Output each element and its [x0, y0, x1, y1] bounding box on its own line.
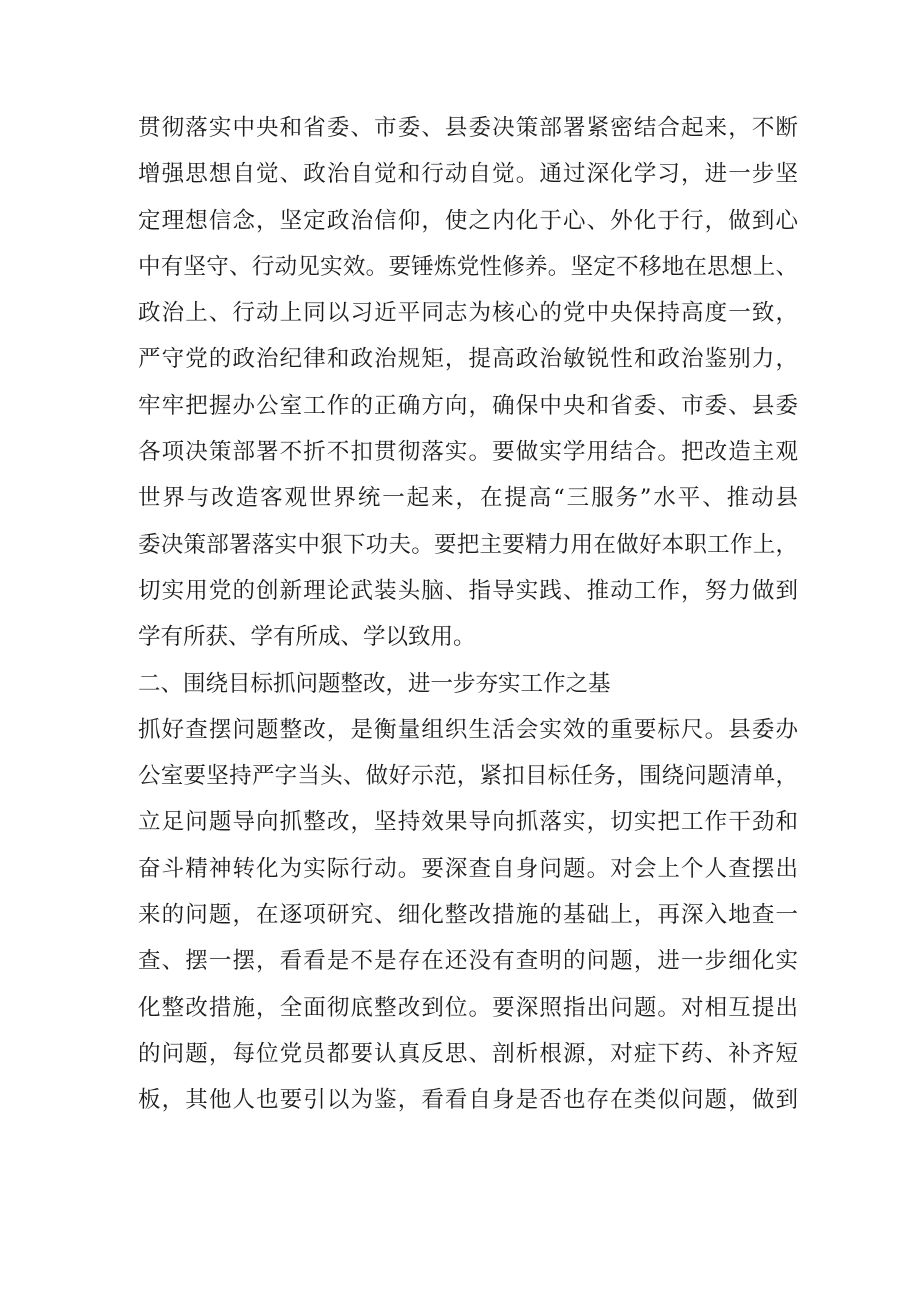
text-line: 政治上、行动上同以习近平同志为核心的党中央保持高度一致， — [138, 300, 798, 327]
paragraph-2 — [138, 707, 798, 1124]
text-line: 的问题，每位党员都要认真反思、剖析根源，对症下药、补齐短 — [138, 1040, 798, 1067]
text-line: 立足问题导向抓整改，坚持效果导向抓落实，切实把工作干劲和 — [138, 809, 798, 836]
text-line: 委决策部署落实中狠下功夫。要把主要精力用在做好本职工作上， — [138, 531, 798, 558]
text-line: 板，其他人也要引以为鉴，看看自身是否也存在类似问题，做到 — [138, 1087, 798, 1114]
text-line: 世界与改造客观世界统一起来，在提高“三服务”水平、推动县 — [138, 485, 798, 512]
text-line: 定理想信念，坚定政治信仰，使之内化于心、外化于行，做到心 — [138, 207, 798, 234]
text-line: 查、摆一摆，看看是不是存在还没有查明的问题，进一步细化实 — [138, 948, 798, 975]
document-body — [138, 105, 798, 1124]
paragraph-1 — [138, 105, 798, 661]
text-line: 抓好查摆问题整改，是衡量组织生活会实效的重要标尺。县委办 — [138, 716, 798, 743]
text-line: 公室要坚持严字当头、做好示范，紧扣目标任务，围绕问题清单， — [138, 763, 798, 790]
text-line: 中有坚守、行动见实效。要锤炼党性修养。坚定不移地在思想上、 — [138, 253, 798, 280]
text-line: 化整改措施，全面彻底整改到位。要深照指出问题。对相互提出 — [138, 994, 798, 1021]
text-line: 增强思想自觉、政治自觉和行动自觉。通过深化学习，进一步坚 — [138, 161, 798, 188]
text-line: 各项决策部署不折不扣贯彻落实。要做实学用结合。把改造主观 — [138, 439, 798, 466]
text-line: 奋斗精神转化为实际行动。要深查自身问题。对会上个人查摆出 — [138, 855, 798, 882]
text-line: 切实用党的创新理论武装头脑、指导实践、推动工作，努力做到 — [138, 577, 798, 604]
text-line: 贯彻落实中央和省委、市委、县委决策部署紧密结合起来，不断 — [138, 115, 798, 141]
text-line: 学有所获、学有所成、学以致用。 — [138, 624, 476, 651]
text-line: 牢牢把握办公室工作的正确方向，确保中央和省委、市委、县委 — [138, 392, 798, 419]
text-line: 来的问题，在逐项研究、细化整改措施的基础上，再深入地查一 — [138, 902, 798, 929]
text-line: 严守党的政治纪律和政治规矩，提高政治敏锐性和政治鉴别力， — [138, 346, 798, 373]
section-heading: 二、围绕目标抓问题整改，进一步夯实工作之基 — [138, 670, 611, 697]
